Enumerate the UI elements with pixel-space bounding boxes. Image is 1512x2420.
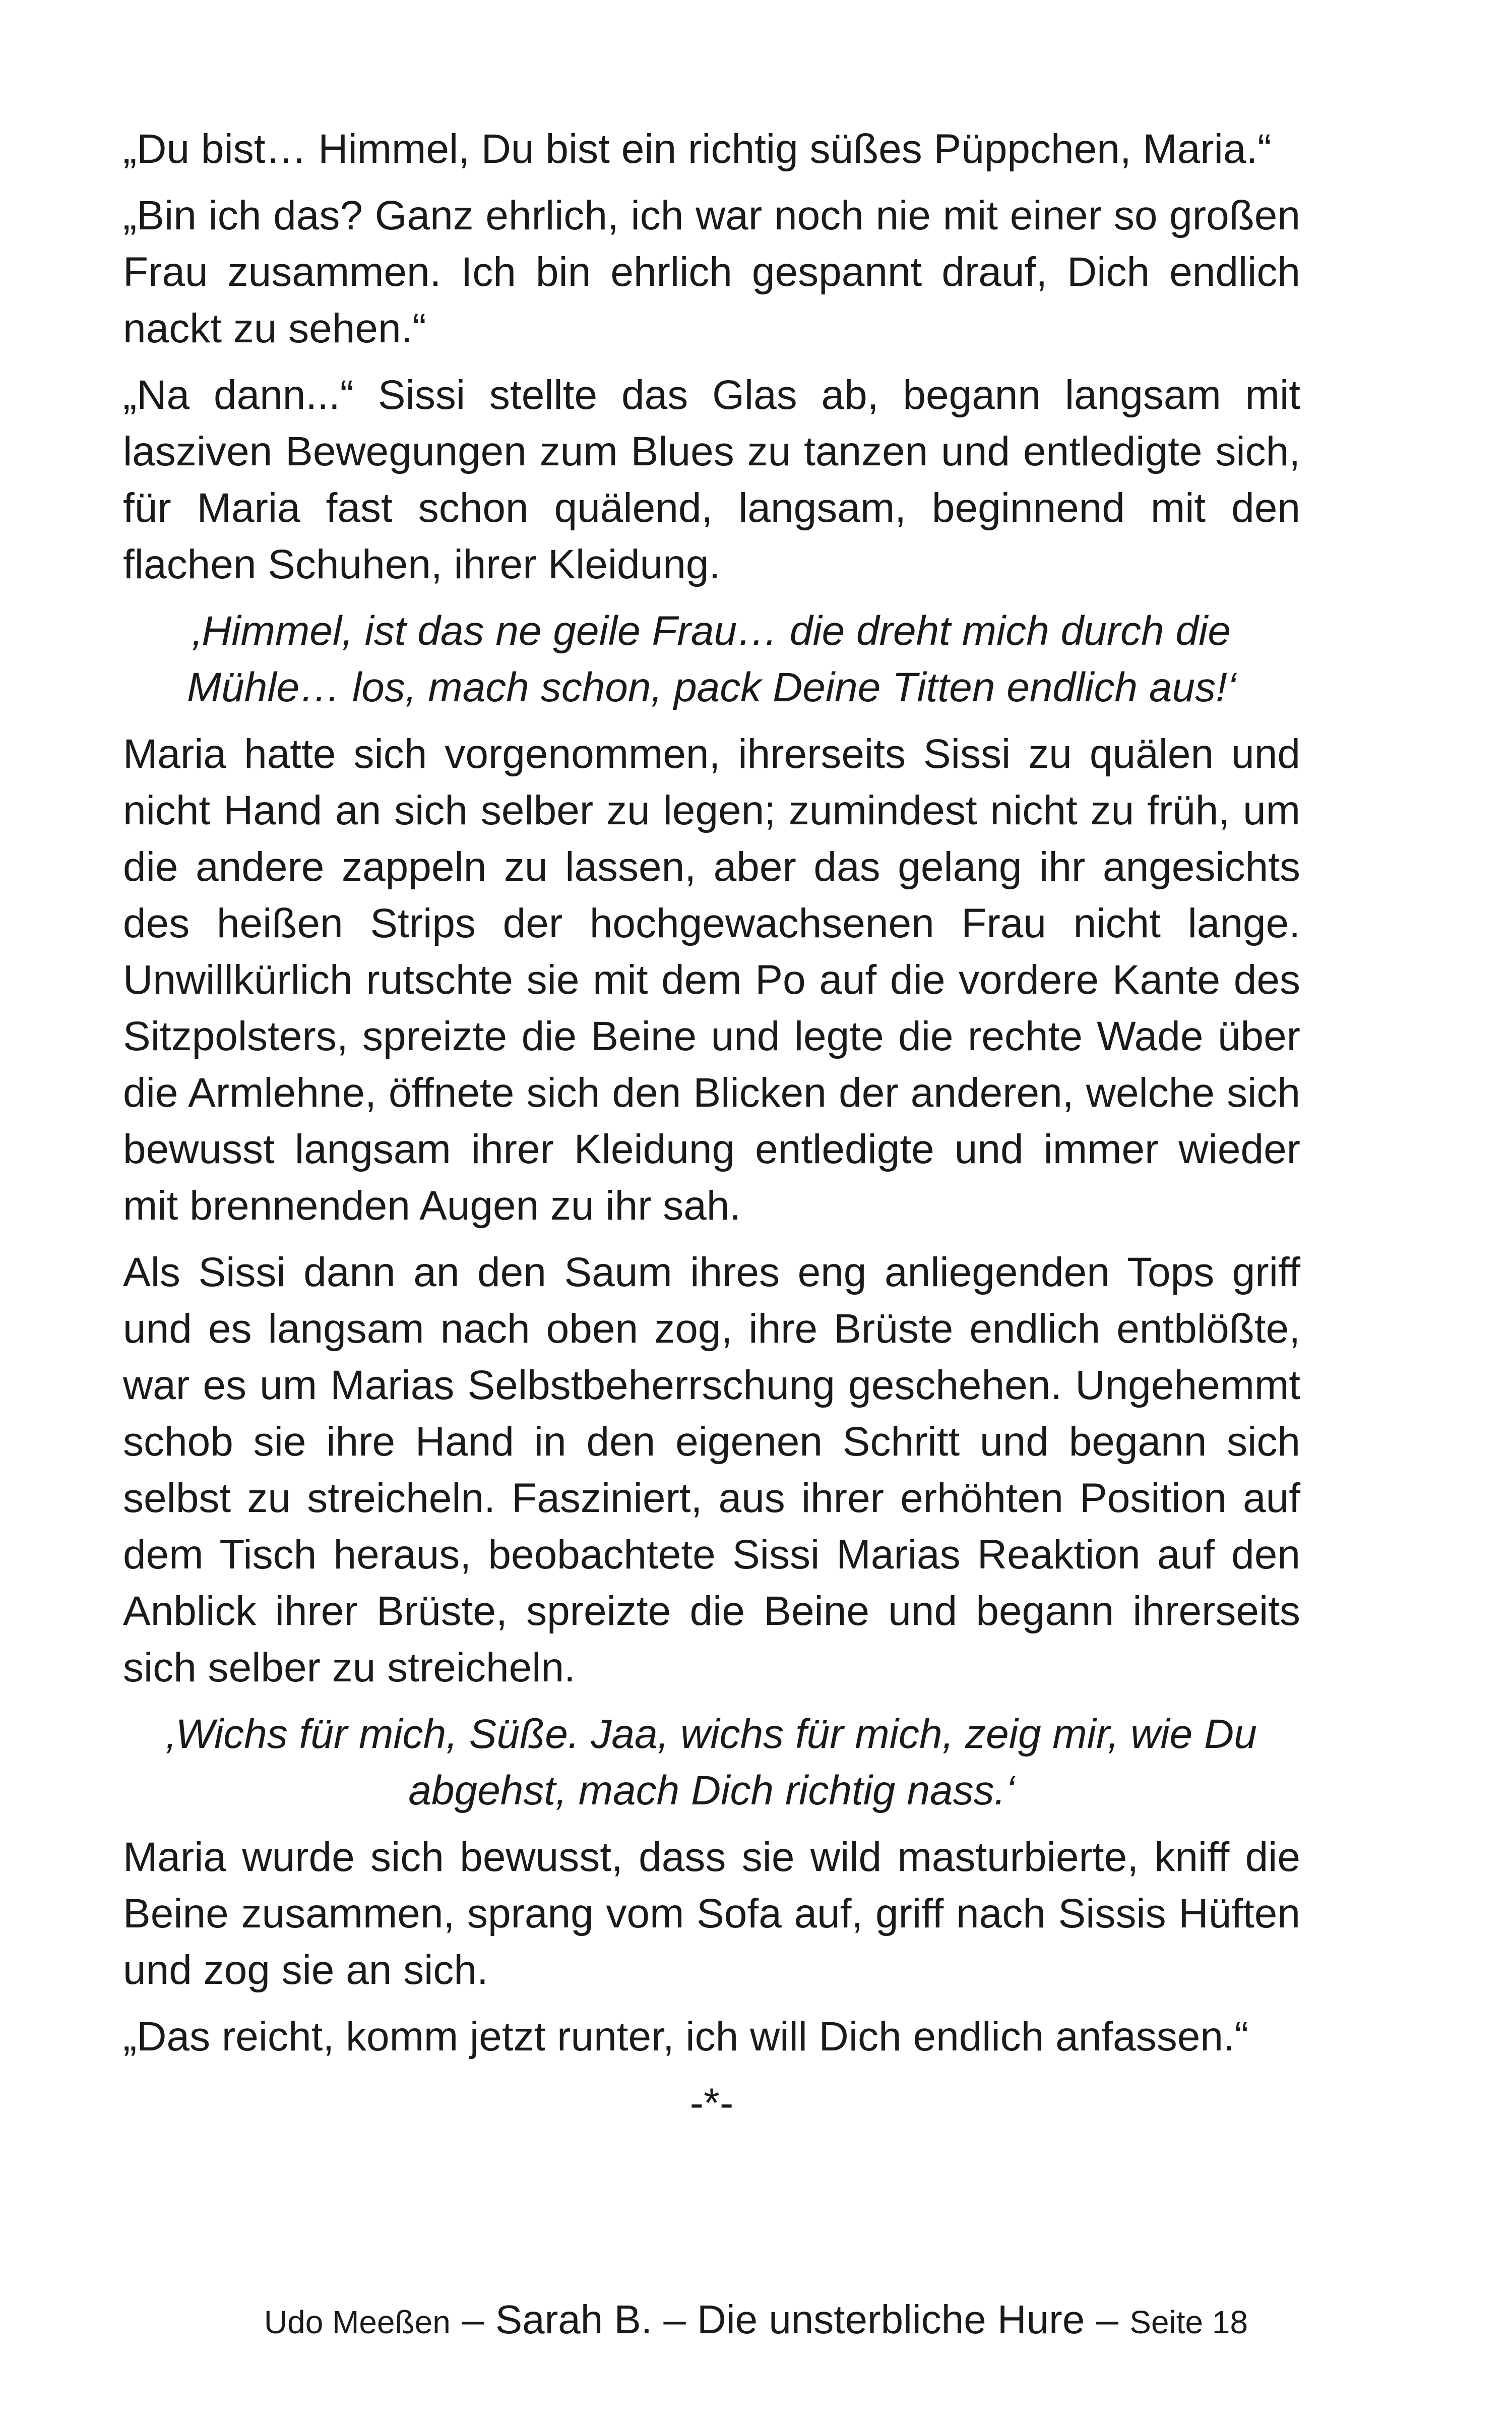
thought-italic-2: ‚Wichs für mich, Süße. Jaa, wichs für mich, zeig mir, wie Du abgehst, mach Dich richtig nass.‘ <box>166 1711 1257 1813</box>
footer-dash-1: – <box>450 2297 495 2342</box>
thought-italic-1: ‚Himmel, ist das ne geile Frau… die dreht mich durch die Mühle… los, mach schon, pack Deine Titten endlich aus!‘ <box>186 608 1237 710</box>
paragraph-narration-3: Als Sissi dann an den Saum ihres eng anliegenden Tops griff und es langsam nach oben zog, ihre Brüste endlich entblößte, war es um Marias Selbstbeherrschung geschehen. Ungehemmt schob sie ihre Hand in den eigenen Schritt und begann sich selbst zu streicheln. Fasziniert, aus ihrer erhöhten Position auf dem Tisch heraus, beobachtete Sissi Marias Reaktion auf den Anblick ihrer Brüste, spreizte die Beine und begann ihrerseits sich selber zu streicheln. <box>123 1249 1300 1690</box>
paragraph-dialogue-1: „Du bist… Himmel, Du bist ein richtig süßes Püppchen, Maria.“ <box>123 126 1272 172</box>
page-footer <box>0 2296 1512 2343</box>
paragraph-narration-4: Maria wurde sich bewusst, dass sie wild masturbierte, kniff die Beine zusammen, sprang vom Sofa auf, griff nach Sissis Hüften und zog sie an sich. <box>123 1834 1300 1993</box>
footer-book-title: Sarah B. – Die unsterbliche Hure <box>495 2297 1085 2342</box>
paragraph-dialogue-3: „Das reicht, komm jetzt runter, ich will Dich endlich anfassen.“ <box>123 2014 1249 2060</box>
paragraph-narration-2: Maria hatte sich vorgenommen, ihrerseits Sissi zu quälen und nicht Hand an sich selber zu legen; zumindest nicht zu früh, um die andere zappeln zu lassen, aber das gelang ihr angesichts des heißen Strips der hochgewachsenen Frau nicht lange. Unwillkürlich rutschte sie mit dem Po auf die vordere Kante des Sitzpolsters, spreizte die Beine und legte die rechte Wade über die Armlehne, öffnete sich den Blicken der anderen, welche sich bewusst langsam ihrer Kleidung entledigte und immer wieder mit brennenden Augen zu ihr sah. <box>123 731 1300 1229</box>
footer-dash-2: – <box>1085 2297 1130 2342</box>
paragraph-dialogue-2: „Bin ich das? Ganz ehrlich, ich war noch nie mit einer so großen Frau zusammen. Ich bin ehrlich gespannt drauf, Dich endlich nackt zu sehen.“ <box>123 193 1300 351</box>
footer-author: Udo Meeßen <box>264 2304 451 2340</box>
paragraph-narration-1: „Na dann...“ Sissi stellte das Glas ab, begann langsam mit lasziven Bewegungen zum Blues zu tanzen und entledigte sich, für Maria fast schon quälend, langsam, beginnend mit den flachen Schuhen, ihrer Kleidung. <box>123 372 1300 587</box>
section-separator: -*- <box>689 2080 734 2126</box>
page-body <box>123 121 1300 2132</box>
footer-page-number: Seite 18 <box>1129 2304 1248 2340</box>
